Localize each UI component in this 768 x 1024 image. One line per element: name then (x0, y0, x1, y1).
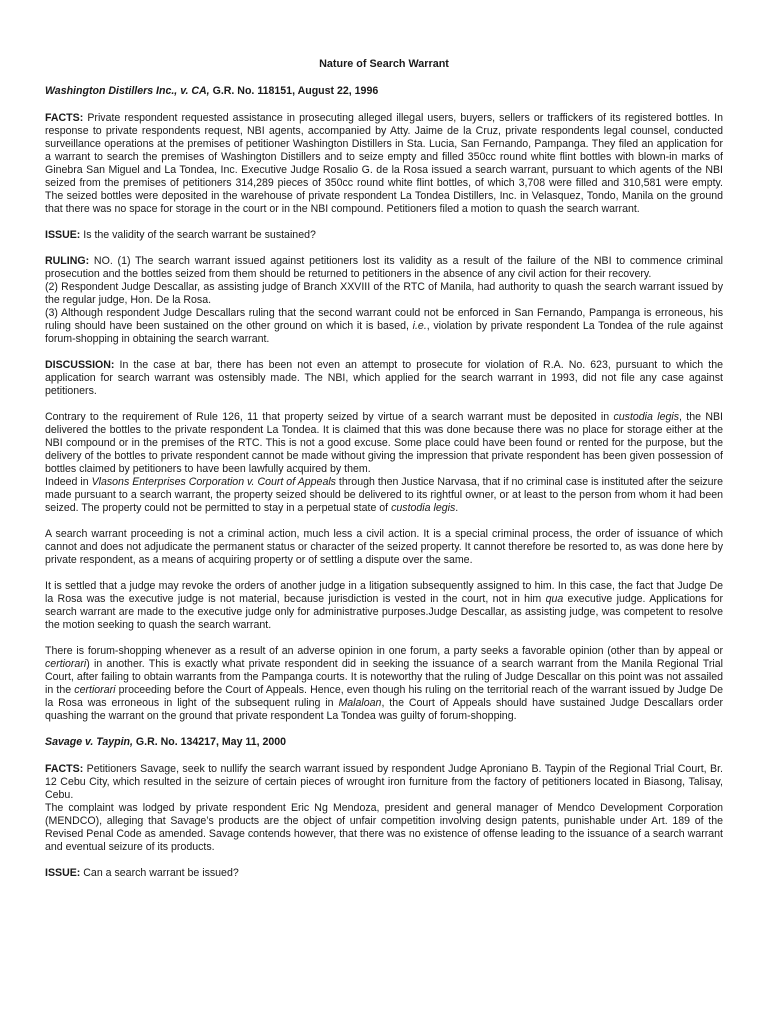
para3-text-b: through then Justice Narvasa, that if no criminal case is instituted after the seizure made pursuant to a search warrant, the property seized should be delivered to its rightful owner, or at least to the person from whom it had been seized. The property could not be permitted to stay in a perpetual state of (45, 476, 723, 514)
facts-text-2: Petitioners Savage, seek to nullify the search warrant issued by respondent Judge Aproniano B. Taypin of the Regional Trial Court, Br. 12 Cebu City, which resulted in the seizure of certain pieces of wrought iron furniture from the factory of petitioners located in Biasong, Talisay, Cebu. (45, 763, 723, 801)
para6-text-c: proceeding before the Court of Appeals. Hence, even though his ruling on the territorial reach of the warrant issued by Judge De la Rosa was erroneous in light of the subsequent ruling in (45, 684, 724, 709)
ruling-paragraph-3 (45, 307, 723, 346)
para5-text-a: It is settled that a judge may revoke the orders of another judge in a litigation subsequently assigned to him. In this case, the fact that Judge De la Rosa was the executive judge is not material, because jurisdiction is vested in the court, not in him (45, 580, 723, 605)
document-page (45, 58, 723, 880)
ruling-text-3a: (3) Although respondent Judge Descallars ruling that the second warrant could not be enforced in San Fernando, Pampanga is erroneous, his ruling should have been sustained on the other ground on which it is based, (45, 307, 723, 332)
complaint-paragraph: The complaint was lodged by private respondent Eric Ng Mendoza, president and general manager of Mendco Development Corporation (MENDCO), alleging that Savage’s products are the object of unfair competition involving design patents, punishable under Art. 189 of the Revised Penal Code as amended. Savage contends however, that there was no existence of offense leading to the issuance of a search warrant and eventual seizure of its products. (45, 802, 723, 853)
facts-label-2: FACTS: (45, 763, 84, 775)
forum-shopping-paragraph (45, 645, 723, 723)
malaloan-text: Malaloan (338, 697, 382, 709)
ruling-label: RULING: (45, 255, 90, 267)
ie-text: i.e. (412, 320, 427, 332)
qua-text: qua (545, 593, 564, 605)
ruling-paragraph (45, 255, 723, 281)
search-warrant-nature-paragraph: A search warrant proceeding is not a criminal action, much less a civil action. It is a special criminal process, the order of issuance of which cannot and does not adjudicate the permanent status or character of the seized property. It cannot therefore be resorted to, as was done here by private respondent, as a means of acquiring property or of settling a dispute over the same. (45, 528, 723, 566)
custodia-paragraph (45, 411, 723, 476)
issue-paragraph (45, 229, 723, 242)
discussion-label: DISCUSSION: (45, 359, 115, 371)
ruling-text-1: NO. (1) The search warrant issued against petitioners lost its validity as a result of the failure of the NBI to commence criminal prosecution and the bottles seized from them should be returned to petitioners in the absence of any civil action for their recovery. (45, 255, 723, 280)
issue-label-2: ISSUE: (45, 867, 81, 879)
para6-text-d: , the Court of Appeals should have sustained Judge Descallars order quashing the warrant on the ground that private respondent La Tondea was guilty of forum-shopping. (45, 697, 723, 722)
vlasons-paragraph (45, 476, 723, 515)
case-heading-washington (45, 85, 723, 98)
custodia-legis-text: custodia legis (613, 411, 680, 423)
case-heading-savage (45, 736, 723, 749)
case-citation: G.R. No. 118151, August 22, 1996 (209, 85, 379, 97)
issue-text-2: Can a search warrant be issued? (80, 867, 239, 879)
custodia-legis-text-2: custodia legis (391, 502, 456, 514)
facts-paragraph (45, 112, 723, 216)
discussion-paragraph (45, 359, 723, 398)
ruling-paragraph-2: (2) Respondent Judge Descallar, as assisting judge of Branch XXVIII of the RTC of Manila, had authority to quash the search warrant issued by the regular judge, Hon. De la Rosa. (45, 281, 723, 306)
facts-paragraph-2 (45, 763, 723, 802)
para2-text-a: Contrary to the requirement of Rule 126, 11 that property seized by virtue of a search warrant must be deposited in (45, 411, 614, 423)
para3-text-a: Indeed in (45, 476, 92, 488)
case-name-2: Savage v. Taypin, (45, 736, 133, 748)
vlasons-case-name: Vlasons Enterprises Corporation v. Court of Appeals (91, 476, 336, 488)
discussion-text: In the case at bar, there has been not even an attempt to prosecute for violation of R.A. No. 623, pursuant to which the application for search warrant was ostensibly made. The NBI, which applied for the search warrant in 1993, did not file any case against petitioners. (45, 359, 723, 397)
ruling-text-3b: , violation by private respondent La Tondea of the rule against forum-shopping in obtaining the search warrant. (45, 320, 723, 345)
case-name: Washington Distillers Inc., v. CA, (45, 85, 210, 97)
case-citation-2: G.R. No. 134217, May 11, 2000 (132, 736, 287, 748)
facts-text: Private respondent requested assistance in prosecuting alleged illegal users, buyers, sellers or traffickers of its registered bottles. In response to private respondents request, NBI agents, accompanied by Atty. Jaime de la Cruz, private respondents legal counsel, conducted surveillance operations at the premises of petitioner Washington Distillers in Sta. Lucia, San Fernando, Pampanga. They filed an application for a warrant to search the premises of Washington Distillers and to seize empty and filled 350cc round white flint bottles with blown-in marks of Ginebra San Miguel and La Tondea, Inc. Executive Judge Rosalio G. de la Rosa issued a search warrant, pursuant to which agents of the NBI seized from the premises of petitioners 314,289 pieces of 350cc round white flint bottles, of which 3,708 were filled and 310,581 were empty. The seized bottles were deposited in the warehouse of private respondent La Tondea Distillers, Inc. in Velasquez, Tondo, Manila on the ground that there was no space for storage in the court or in the NBI compound. Petitioners filed a motion to quash the search warrant. (45, 112, 723, 215)
para2-text-b: , the NBI delivered the bottles to the private respondent La Tondea. It is claimed that this was done because there was no place for storage either at the NBI compound or in the premises of the RTC. This is not a good excuse. Some place could have been found or rented for the purpose, but the delivery of the bottles to private respondent cannot be made without giving the impression that private respondent has been given possession of bottles claimed by petitioners to have been lawfully acquired by them. (45, 411, 723, 475)
para6-text-a: There is forum-shopping whenever as a result of an adverse opinion in one forum, a party seeks a favorable opinion (other than by appeal or (45, 645, 723, 657)
issue-text: Is the validity of the search warrant be sustained? (80, 229, 316, 241)
revoke-orders-paragraph (45, 580, 723, 632)
certiorari-text: certiorari (45, 658, 87, 670)
document-title: Nature of Search Warrant (319, 58, 449, 70)
issue-label: ISSUE: (45, 229, 81, 241)
issue-paragraph-2 (45, 867, 723, 880)
para5-text-b: executive judge. Applications for search warrant are made to the executive judge only for administrative purposes.Judge Descallar, as assisting judge, was competent to resolve the motion seeking to quash the search warrant. (45, 593, 724, 631)
para6-text-b: ) in another. This is exactly what private respondent did in seeking the issuance of a search warrant from the Manila Regional Trial Court, after failing to obtain warrants from the Pampanga courts. It is noteworthy that the ruling of Judge Descallar on this point was not assailed in the (45, 658, 723, 696)
para3-text-c: . (455, 502, 459, 514)
certiorari-text-2: certiorari (74, 684, 116, 696)
facts-label: FACTS: (45, 112, 84, 124)
